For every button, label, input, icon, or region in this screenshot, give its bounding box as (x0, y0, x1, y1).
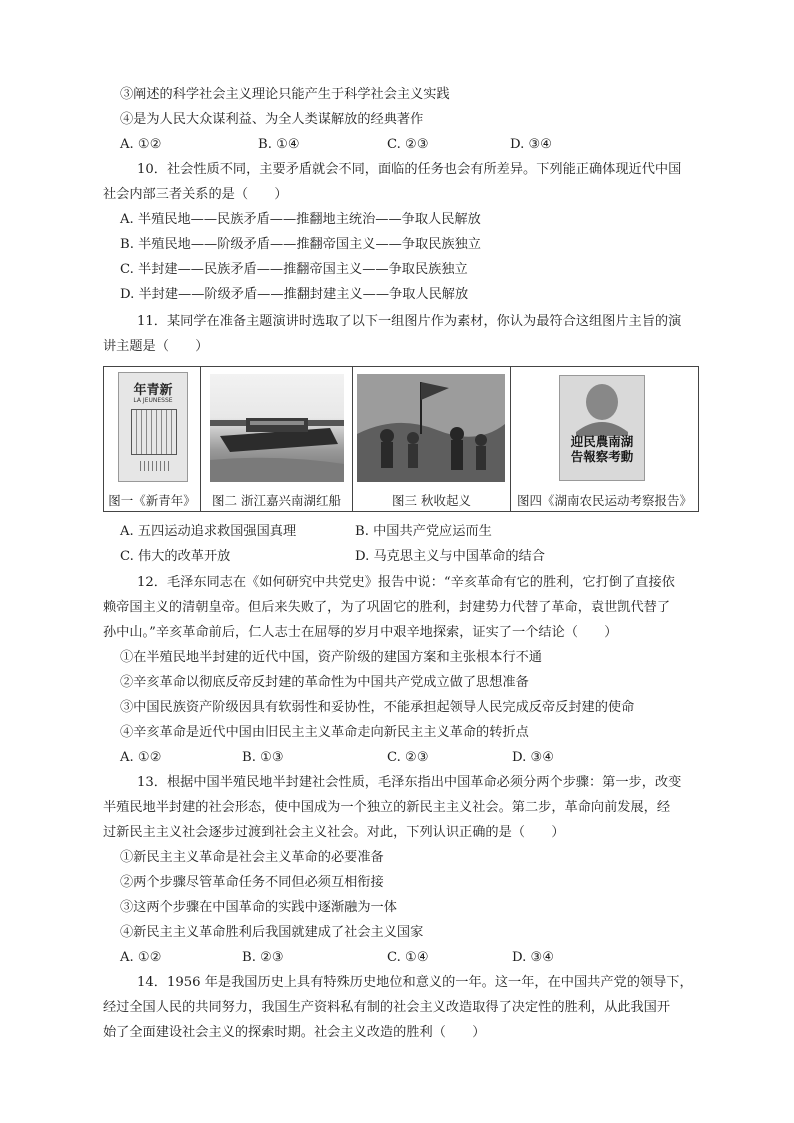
q14-stem-line1: 14．1956 年是我国历史上具有特殊历史地位和意义的一年。这一年，在中国共产党的领导下， (137, 975, 693, 990)
q11-figure-strip (103, 366, 699, 512)
q12-statement-3: ③中国民族资产阶级因具有软弱性和妥协性，不能承担起领导人民完成反帝反封建的使命 (120, 700, 635, 715)
q10-option-c[interactable]: C. 半封建——民族矛盾——推翻帝国主义——争取民族独立 (120, 262, 468, 277)
q13-statement-1: ①新民主主义革命是社会主义革命的必要准备 (120, 850, 384, 865)
q13-option-d[interactable]: D. ③④ (512, 950, 555, 965)
q12-stem-line3: 孙中山。”辛亥革命前后，仁人志士在屈辱的岁月中艰辛地探索，证实了一个结论（ ） (103, 625, 618, 640)
q13-option-b[interactable]: B. ②③ (242, 950, 284, 965)
q14-stem-line3: 始了全面建设社会主义的探索时期。社会主义改造的胜利（ ） (103, 1025, 486, 1040)
q12-statement-4: ④辛亥革命是近代中国由旧民主主义革命走向新民主主义革命的转折点 (120, 725, 529, 740)
new-youth-cover-image (118, 372, 188, 482)
red-boat-image (210, 374, 344, 482)
figure-2-cell (201, 367, 353, 511)
q12-option-c[interactable]: C. ②③ (387, 750, 429, 765)
q10-stem-line2: 社会内部三者关系的是（ ） (103, 187, 288, 202)
figure-3-caption: 图三 秋收起义 (392, 493, 471, 508)
q9-statement-4: ④是为人民大众谋利益、为全人类谋解放的经典著作 (120, 112, 424, 127)
portrait-drawing (560, 376, 644, 480)
q13-stem-line2: 半殖民地半封建的社会形态，使中国成为一个独立的新民主主义社会。第二步，革命向前发展，经 (103, 800, 671, 815)
q11-option-d[interactable]: D. 马克思主义与中国革命的结合 (355, 549, 545, 564)
figure-1-cell (104, 367, 201, 511)
q12-statement-2: ②辛亥革命以彻底反帝反封建的革命性为中国共产党成立做了思想准备 (120, 675, 529, 690)
q10-stem-line1: 10．社会性质不同，主要矛盾就会不同，面临的任务也会有所差异。下列能正确体现近代中国 (137, 162, 682, 177)
q12-statement-1: ①在半殖民地半封建的近代中国，资产阶级的建国方案和主张根本行不通 (120, 650, 542, 665)
q13-option-c[interactable]: C. ①④ (387, 950, 429, 965)
cover-footer-text (137, 461, 169, 471)
q11-option-c[interactable]: C. 伟大的改革开放 (120, 549, 231, 564)
q11-stem-line1: 11．某同学在准备主题演讲时选取了以下一组图片作为素材，你认为最符合这组图片主旨的演 (137, 314, 682, 329)
q12-option-b[interactable]: B. ①③ (242, 750, 284, 765)
q10-option-b[interactable]: B. 半殖民地——阶级矛盾——推翻帝国主义——争取民族独立 (120, 237, 481, 252)
boat-drawing (210, 374, 344, 482)
figure-3-cell (353, 367, 511, 511)
q10-option-a[interactable]: A. 半殖民地——民族矛盾——推翻地主统治——争取人民解放 (120, 212, 481, 227)
q11-option-a[interactable]: A. 五四运动追求救国强国真理 (120, 524, 297, 539)
q13-stem-line3: 过新民主主义社会逐步过渡到社会主义社会。对此，下列认识正确的是（ ） (103, 825, 565, 840)
cover-title: 年青新 (133, 383, 173, 398)
option-a[interactable]: A. ①② (120, 137, 162, 152)
autumn-harvest-uprising-image (357, 374, 505, 482)
cover-title-line2: 告報察考動 (570, 449, 634, 464)
figure-4-cell (511, 367, 698, 511)
q12-option-d[interactable]: D. ③④ (512, 750, 555, 765)
option-b[interactable]: B. ①④ (258, 137, 300, 152)
q12-option-a[interactable]: A. ①② (120, 750, 162, 765)
q11-option-b[interactable]: B. 中国共产党应运而生 (355, 524, 492, 539)
q14-stem-line2: 经过全国人民的共同努力，我国生产资料私有制的社会主义改造取得了决定性的胜利，从此我国开 (103, 1000, 671, 1015)
q13-stem-line1: 13．根据中国半殖民地半封建社会性质，毛泽东指出中国革命必须分两个步骤：第一步，改变 (137, 775, 682, 790)
q13-option-a[interactable]: A. ①② (120, 950, 162, 965)
cover-title-line1: 迎民農南湖 (570, 434, 634, 449)
figure-1-caption: 图一《新青年》 (108, 493, 196, 508)
q9-statement-3: ③阐述的科学社会主义理论只能产生于科学社会主义实践 (120, 87, 450, 102)
q11-stem-line2: 讲主题是（ ） (103, 339, 209, 354)
q13-statement-2: ②两个步骤尽管革命任务不同但必须互相衔接 (120, 875, 384, 890)
option-c[interactable]: C. ②③ (387, 137, 429, 152)
uprising-drawing (357, 374, 505, 482)
q13-statement-4: ④新民主主义革命胜利后我国就建成了社会主义国家 (120, 925, 424, 940)
hunan-report-cover-image (559, 375, 645, 481)
figure-4-caption: 图四《湖南农民运动考察报告》 (516, 493, 692, 508)
q12-stem-line2: 赖帝国主义的清朝皇帝。但后来失败了，为了巩固它的胜利，封建势力代替了革命，袁世凯代替了 (103, 600, 671, 615)
option-d[interactable]: D. ③④ (510, 137, 553, 152)
q13-statement-3: ③这两个步骤在中国革命的实践中逐渐融为一体 (120, 900, 397, 915)
q10-option-d[interactable]: D. 半封建——阶级矛盾——推翻封建主义——争取人民解放 (120, 287, 469, 302)
figure-2-caption: 图二 浙江嘉兴南湖红船 (212, 493, 341, 508)
cover-text-block (131, 409, 177, 455)
q12-stem-line1: 12．毛泽东同志在《如何研究中共党史》报告中说：“辛亥革命有它的胜利，它打倒了直接依 (137, 575, 675, 590)
cover-subtitle: LA JEUNESSE (133, 397, 173, 404)
